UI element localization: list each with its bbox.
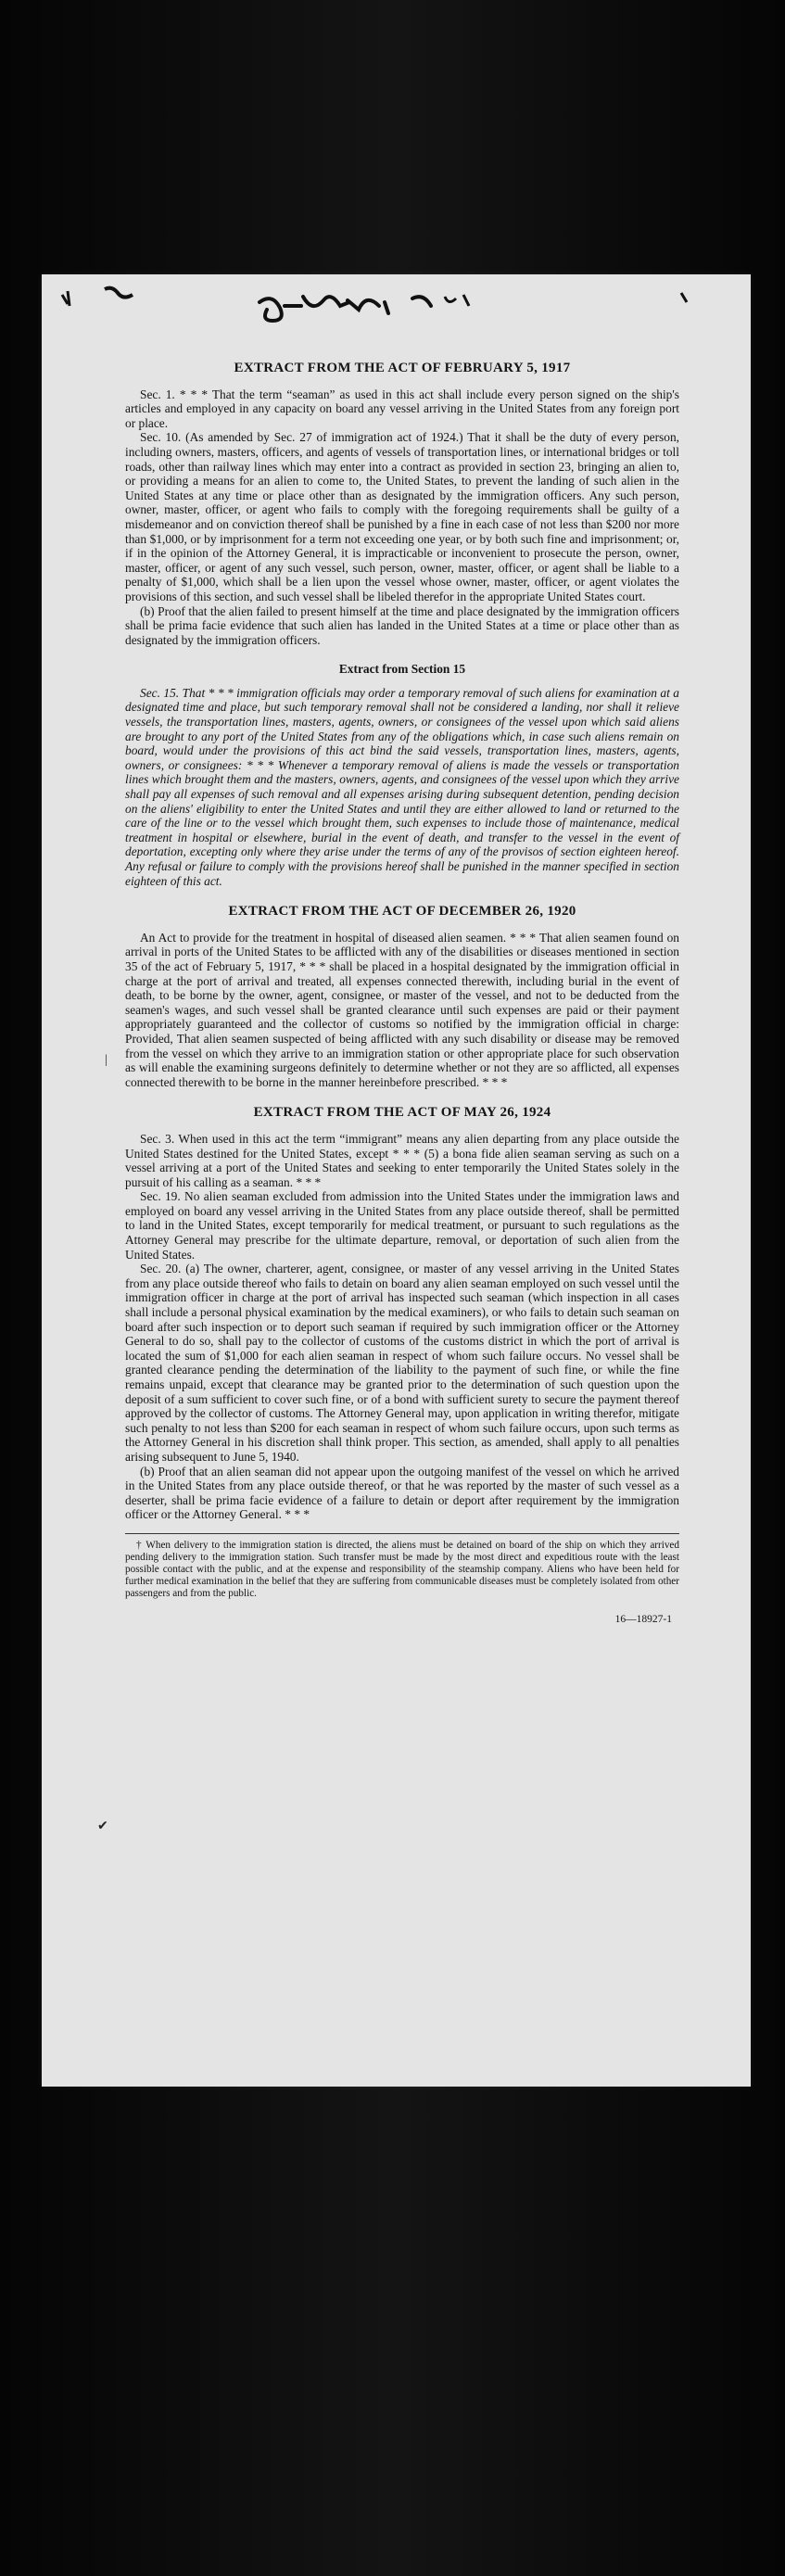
- section-heading: EXTRACT FROM THE ACT OF FEBRUARY 5, 1917: [234, 361, 571, 375]
- document-body: [125, 356, 679, 1628]
- section-subheading: Extract from Section 15: [338, 662, 466, 677]
- section-heading: EXTRACT FROM THE ACT OF DECEMBER 26, 1920: [228, 904, 576, 920]
- handwritten-scrawl: [42, 274, 751, 349]
- paragraph: (b) Proof that the alien failed to present himself at the time and place designated by the immigration officers shall be prima facie evidence that such alien has landed in the United States at a time or place other than as designated by the immigration officers.: [125, 603, 679, 647]
- margin-mark: ✔: [97, 1820, 108, 1834]
- paragraph: An Act to provide for the treatment in hospital of diseased alien seamen. * * * That alien seamen found on arrival in ports of the United States to be afflicted with any of the disabilities or diseases mentioned in section 35 of the act of February 5, 1917, * * * shall be placed in a hospital designated by the immigration official in charge at the port of arrival and treated, all expenses connected therewith, including burial in the event of death, to be borne by the owner, agent, consignee, or master of the vessel, and not to be deducted from the seamen's wages, and such vessel shall be granted clearance until such expenses are paid or their payment appropriately guaranteed and the collector of customs so notified by the immigration official in charge: Provided, That alien seamen suspected of being afflicted with any such disability or disease may be removed from the vessel on which they arrive to an immigration station or other appropriate place for such observation as will enable the examining surgeons definitely to determine whether or not they are so afflicted, all expenses connected therewith to be borne in the manner hereinbefore prescribed. * * *: [125, 930, 679, 1089]
- paragraph: Sec. 10. (As amended by Sec. 27 of immigration act of 1924.) That it shall be the duty of every person, including owners, masters, officers, and agents of vessels of transportation lines, or international bridges or toll roads, other than railway lines which may enter into a contract as provided in section 23, bringing an alien to, or providing a means for an alien to come to, the United States, to prevent the landing of such alien in the United States at any time or place other than as designated by the immigration officers. Any such person, owner, master, officer, or agent who fails to comply with the foregoing requirements shall be guilty of a misdemeanor and on conviction thereof shall be punished by a fine in each case of not less than $200 nor more than $1,000, or by imprisonment for a term not exceeding one year, or by both such fine and imprisonment; or, if in the opinion of the Attorney General, it is impracticable or inconvenient to prosecute the person, owner, master, officer, or agent of any such vessel, such person, owner, master, officer, or agent shall be liable to a penalty of $1,000, which shall be a lien upon the vessel whose owner, master, officer, or agent violates the provisions of this section, and such vessel shall be libeled therefor in the appropriate United States court.: [125, 430, 679, 603]
- paragraph: Sec. 15. That * * * immigration officials may order a temporary removal of such aliens for examination at a designated time and place, but such temporary removal shall not be considered a landing, nor shall it relieve vessels, the transportation lines, masters, agents, owners, or consignees of the vessel upon which said aliens are brought to any port of the United States from any of the obligations which, in case such aliens remain on board, would under the provisions of this act bind the said vessels, transportation lines, masters, agents, owners, or consignees: * * * Whenever a temporary removal of aliens is made the vessels or transportation lines which brought them and the masters, owners, agents, and consignees of the vessel upon which they arrive shall pay all expenses of such removal and all expenses arising during subsequent detention, pending decision on the aliens' eligibility to enter the United States and until they are either allowed to land or returned to the care of the line or to the vessel which brought them, such expenses to include those of maintenance, medical treatment in hospital or elsewhere, burial in the event of death, and transfer to the vessel in the event of deportation, excepting only where they arise under the terms of any of the provisos of section eighteen hereof. Any refusal or failure to comply with the provisions hereof shall be punished in the manner specified in section eighteen of this act.: [125, 685, 679, 888]
- section-heading: EXTRACT FROM THE ACT OF MAY 26, 1924: [253, 1105, 551, 1121]
- footnote-divider: [125, 1533, 679, 1534]
- paragraph: Sec. 19. No alien seaman excluded from admission into the United States under the immigration laws and employed on board any vessel arriving in the United States from any place outside thereof, shall be permitted to land in the United States, except temporarily for medical treatment, or pursuant to such regulations as the Attorney General may prescribe for the ultimate departure, removal, or deportation of such alien from the United States.: [125, 1189, 679, 1262]
- paragraph: Sec. 3. When used in this act the term “immigrant” means any alien departing from any place outside the United States destined for the United States, except * * * (5) a bona fide alien seaman serving as such on a vessel arriving at a port of the United States and seeking to enter temporarily the United States solely in the pursuit of his calling as a seaman. * * *: [125, 1131, 679, 1189]
- document-sheet: [42, 274, 751, 2087]
- paragraph: (b) Proof that an alien seaman did not appear upon the outgoing manifest of the vessel on which he arrived in the United States from any place outside thereof, or that he was reported by the master of such vessel as a deserter, shall be prima facie evidence of a failure to detain or deport after requirement by the immigration officer or the Attorney General. * * *: [125, 1464, 679, 1522]
- margin-mark: |: [105, 1053, 108, 1067]
- paragraph: Sec. 20. (a) The owner, charterer, agent, consignee, or master of any vessel arriving in the United States from any place outside thereof who fails to detain on board any alien seaman employed on such vessel until the immigration officer in charge at the port of arrival has inspected such seaman (which inspection in all cases shall include a personal physical examination by the medical examiners), or who fails to detain such seaman on board after such inspection or to deport such seaman if required by such immigration officer or the Attorney General to do so, shall pay to the collector of customs of the customs district in which the port of arrival is located the sum of $1,000 for each alien seaman in respect of whom such failure occurs. No vessel shall be granted clearance pending the determination of the liability to the payment of such fine, or while the fine remains unpaid, except that clearance may be granted prior to the determination of such question upon the deposit of a sum sufficient to cover such fine, or of a bond with sufficient surety to secure the payment thereof approved by the collector of customs. The Attorney General may, upon application in writing therefor, mitigate such penalty to not less than $200 for each seaman in respect of whom such failure occurs, upon such terms as the Attorney General in his discretion shall think proper. This section, as amended, shall apply to all penalties arising subsequent to June 5, 1940.: [125, 1262, 679, 1464]
- footnote: † When delivery to the immigration station is directed, the aliens must be detained on board of the ship on which they arrived pending delivery to the immigration station. Such transfer must be made by the most direct and expeditious route with the least possible contact with the public, and at the expense and responsibility of the steamship company. Aliens who have been held for further medical examination in the belief that they are suffering from communicable diseases must be completely isolated from other passengers and from the public.: [125, 1539, 679, 1599]
- paragraph: Sec. 1. * * * That the term “seaman” as used in this act shall include every person signed on the ship's articles and employed in any capacity on board any vessel arriving in the United States from any foreign port or place.: [125, 387, 679, 430]
- form-number: 16—18927-1: [614, 1613, 672, 1625]
